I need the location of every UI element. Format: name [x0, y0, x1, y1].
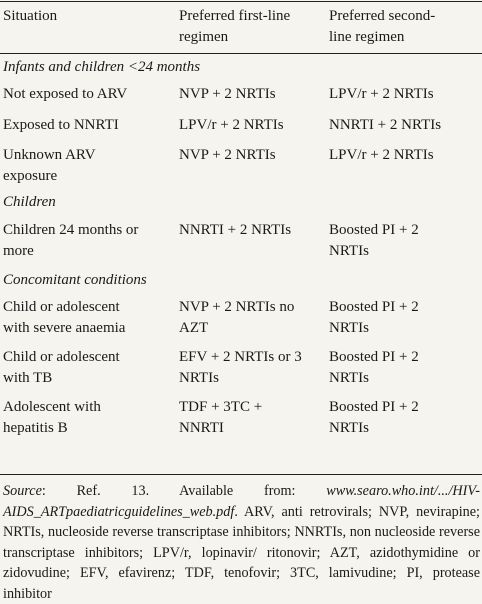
- table-footnote: [3, 481, 480, 604]
- cell-situation-line2: hepatitis B: [3, 420, 68, 436]
- cell-first-line-2: AZT: [179, 320, 209, 336]
- cell-first-line: LPV/r + 2 NRTIs: [179, 117, 284, 133]
- cell-first-line-2: NNRTI: [179, 420, 224, 436]
- cell-situation: Not exposed to ARV: [3, 86, 128, 102]
- cell-first-line: TDF + 3TC +: [179, 399, 263, 415]
- cell-first-line: NVP + 2 NRTIs: [179, 86, 276, 102]
- cell-situation: Children 24 months or: [3, 222, 139, 238]
- section-title-children: Children: [3, 194, 56, 210]
- header-situation: Situation: [3, 8, 58, 24]
- cell-first-line: NNRTI + 2 NRTIs: [179, 222, 292, 238]
- source-label: Source: [3, 483, 42, 499]
- cell-situation: Child or adolescent: [3, 299, 120, 315]
- cell-situation: Unknown ARV: [3, 147, 96, 163]
- header-bottom-rule: [0, 53, 482, 54]
- cell-first-line: EFV + 2 NRTIs or 3: [179, 349, 302, 365]
- cell-second-line: Boosted PI + 2: [329, 349, 419, 365]
- header-first-line-2: regimen: [179, 29, 229, 45]
- cell-second-line-2: NRTIs: [329, 420, 369, 436]
- cell-situation-line2: with TB: [3, 370, 53, 386]
- cell-second-line-2: NRTIs: [329, 370, 369, 386]
- cell-situation-line2: exposure: [3, 168, 58, 184]
- cell-situation: Exposed to NNRTI: [3, 117, 119, 133]
- cell-first-line-2: NRTIs: [179, 370, 219, 386]
- source-text: : Ref. 13. Available from:: [41, 483, 327, 499]
- cell-second-line: LPV/r + 2 NRTIs: [329, 86, 434, 102]
- table-bottom-rule: [0, 474, 482, 475]
- cell-situation: Child or adolescent: [3, 349, 120, 365]
- cell-second-line-2: NRTIs: [329, 243, 369, 259]
- cell-situation-line2: with severe anaemia: [3, 320, 126, 336]
- cell-situation: Adolescent with: [3, 399, 101, 415]
- cell-second-line: Boosted PI + 2: [329, 399, 419, 415]
- cell-second-line: NNRTI + 2 NRTIs: [329, 117, 442, 133]
- header-first-line-1: Preferred first-line: [179, 8, 291, 24]
- source-url[interactable]: www.searo.who.int/.../HIV-AIDS_ARTpaediatricguidelines_web.pdf: [3, 483, 480, 520]
- cell-situation-line2: more: [3, 243, 34, 259]
- cell-second-line: LPV/r + 2 NRTIs: [329, 147, 434, 163]
- cell-first-line: NVP + 2 NRTIs no: [179, 299, 295, 315]
- table-top-rule: [0, 1, 482, 2]
- cell-second-line: Boosted PI + 2: [329, 299, 419, 315]
- header-second-line-2: line regimen: [329, 29, 405, 45]
- cell-second-line-2: NRTIs: [329, 320, 369, 336]
- section-title-concomitant: Concomitant conditions: [3, 272, 147, 288]
- abbreviations-text: . ARV, anti retrovirals; NVP, nevirapine; NRTIs, nucleoside reverse transcriptase inhibitors; NNRTIs, non nucleoside reverse transcriptase inhibitors; LPV/r, lopinavir/ ritonovir; AZT, azidothymidine or zidovudine; EFV, efavirenz; TDF, tenofovir; 3TC, lamivudine; PI, protease inhibitor: [3, 503, 480, 602]
- header-second-line-1: Preferred second-: [329, 8, 436, 24]
- section-title-infants: Infants and children <24 months: [3, 59, 201, 75]
- cell-first-line: NVP + 2 NRTIs: [179, 147, 276, 163]
- cell-second-line: Boosted PI + 2: [329, 222, 419, 238]
